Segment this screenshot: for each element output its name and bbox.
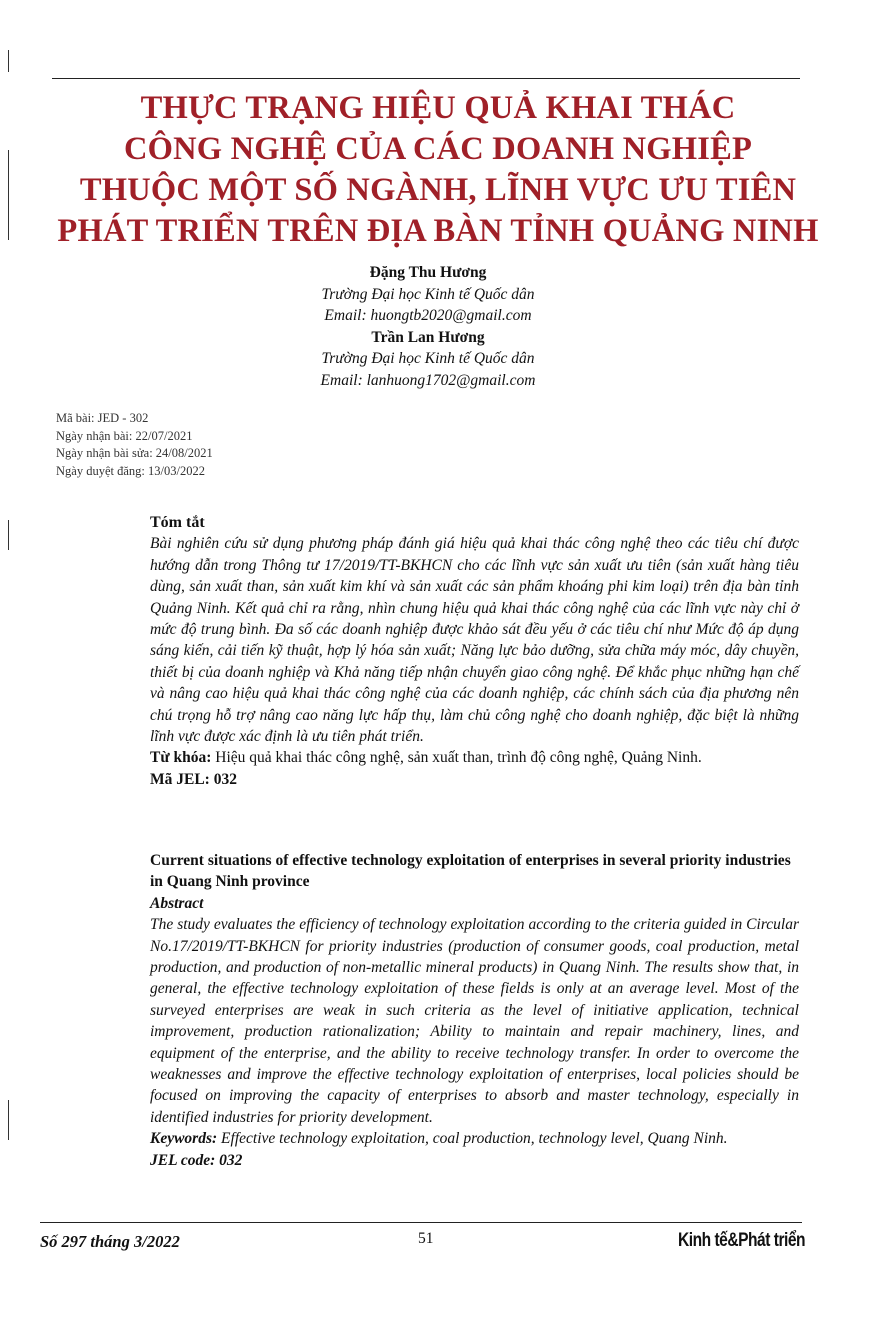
vn-keywords: [150, 747, 799, 768]
vn-keywords-text: Hiệu quả khai thác công nghệ, sản xuất than, trình độ công nghệ, Quảng Ninh.: [211, 749, 702, 767]
author-affiliation: Trường Đại học Kinh tế Quốc dân: [321, 285, 535, 303]
margin-mark: [8, 50, 9, 72]
margin-mark: [8, 1100, 9, 1140]
issue-label: Số 297 tháng 3/2022: [40, 1232, 180, 1251]
author-name: Đặng Thu Hương: [369, 264, 487, 281]
author-email: Email: lanhuong1702@gmail.com: [320, 371, 536, 389]
journal-logo: Kinh tế&Phát triển: [678, 1230, 806, 1251]
en-abstract-heading: Abstract: [150, 894, 204, 912]
author-affiliation: Trường Đại học Kinh tế Quốc dân: [321, 350, 535, 367]
received-date: Ngày nhận bài: 22/07/2021: [56, 428, 193, 443]
en-abstract-block: [150, 850, 799, 1171]
title-line: PHÁT TRIỂN TRÊN ĐỊA BÀN TỈNH QUẢNG NINH: [57, 213, 819, 249]
author-name: Trần Lan Hương: [371, 328, 485, 346]
title-line: CÔNG NGHỆ CỦA CÁC DOANH NGHIỆP: [123, 131, 753, 167]
footer-rule: [40, 1222, 802, 1223]
vn-abstract-block: [150, 512, 799, 790]
en-jel: JEL code: 032: [150, 1151, 243, 1169]
revised-date: Ngày nhận bài sửa: 24/08/2021: [56, 446, 213, 460]
article-title: [40, 88, 836, 252]
author-block: [200, 262, 656, 391]
en-keywords-label: Keywords:: [150, 1130, 218, 1148]
vn-jel: Mã JEL: 032: [150, 770, 237, 788]
top-rule: [52, 78, 800, 79]
title-line: THUỘC MỘT SỐ NGÀNH, LĨNH VỰC ƯU TIÊN: [79, 172, 797, 208]
vn-abstract-text: Bài nghiên cứu sử dụng phương pháp đánh giá hiệu quả khai thác công nghệ theo các tiêu chí được hướng dẫn trong Thông tư 17/2019/TT-BKHCN cho các lĩnh vực sản xuất ưu tiên (sản xuất hàng tiêu dùng, sản xuất than, sản xuất kim khí và sản xuất các sản phẩm khoáng phi kim loại) trên địa bàn tỉnh Quảng Ninh. Kết quả chỉ ra rằng, nhìn chung hiệu quả khai thác công nghệ của các lĩnh vực này chỉ ở mức độ trung bình. Đa số các doanh nghiệp được khảo sát đều yếu ở các tiêu chí như Mức độ áp dụng sáng kiến, cải tiến kỹ thuật, hợp lý hóa sản xuất; Năng lực bảo dưỡng, sửa chữa máy móc, dây chuyền, thiết bị của doanh nghiệp và Khả năng tiếp nhận chuyển giao công nghệ. Để khắc phục những hạn chế và nâng cao hiệu quả khai thác công nghệ của các doanh nghiệp, các chính sách của địa phương nên chú trọng hỗ trợ nâng cao năng lực hấp thụ, làm chủ công nghệ cho doanh nghiệp, đặc biệt là những lĩnh vực được xác định là ưu tiên phát triển.: [150, 535, 799, 746]
margin-mark: [8, 520, 9, 550]
en-keywords: [150, 1128, 799, 1149]
title-line: THỰC TRẠNG HIỆU QUẢ KHAI THÁC: [140, 90, 736, 126]
en-keywords-text: Effective technology exploitation, coal production, technology level, Quang Ninh.: [217, 1130, 728, 1148]
vn-keywords-label: Từ khóa:: [150, 749, 212, 767]
page-number: 51: [418, 1230, 434, 1247]
author-email: Email: huongtb2020@gmail.com: [324, 307, 532, 324]
margin-mark: [8, 150, 9, 240]
article-code: Mã bài: JED - 302: [56, 411, 149, 425]
en-abstract-text: The study evaluates the efficiency of technology exploitation according to the criteria guided in Circular No.17/2019/TT-BKHCN for priority industries (production of consumer goods, coal production, metal production, and production of non-metallic mineral products) in Quang Ninh. The results show that, in general, the effective technology exploitation of these fields is only at an average level. Most of the surveyed enterprises are weak in such criteria as the level of initiative application, technical improvement, production rationalization; Ability to maintain and repair machinery, lines, and equipment of the enterprise, and the ability to receive technology transfer. In order to overcome the weaknesses and improve the effective technology exploitation of enterprises, local policies should be focused on improving the capacity of enterprises to absorb and master technology, especially in identified industries for priority development.: [150, 916, 799, 1126]
vn-abstract-heading: Tóm tắt: [150, 514, 205, 531]
en-title: Current situations of effective technology exploitation of enterprises in several priority industries in Quang Ninh province: [150, 852, 791, 891]
accepted-date: Ngày duyệt đăng: 13/03/2022: [56, 463, 205, 478]
article-meta: [56, 410, 213, 480]
